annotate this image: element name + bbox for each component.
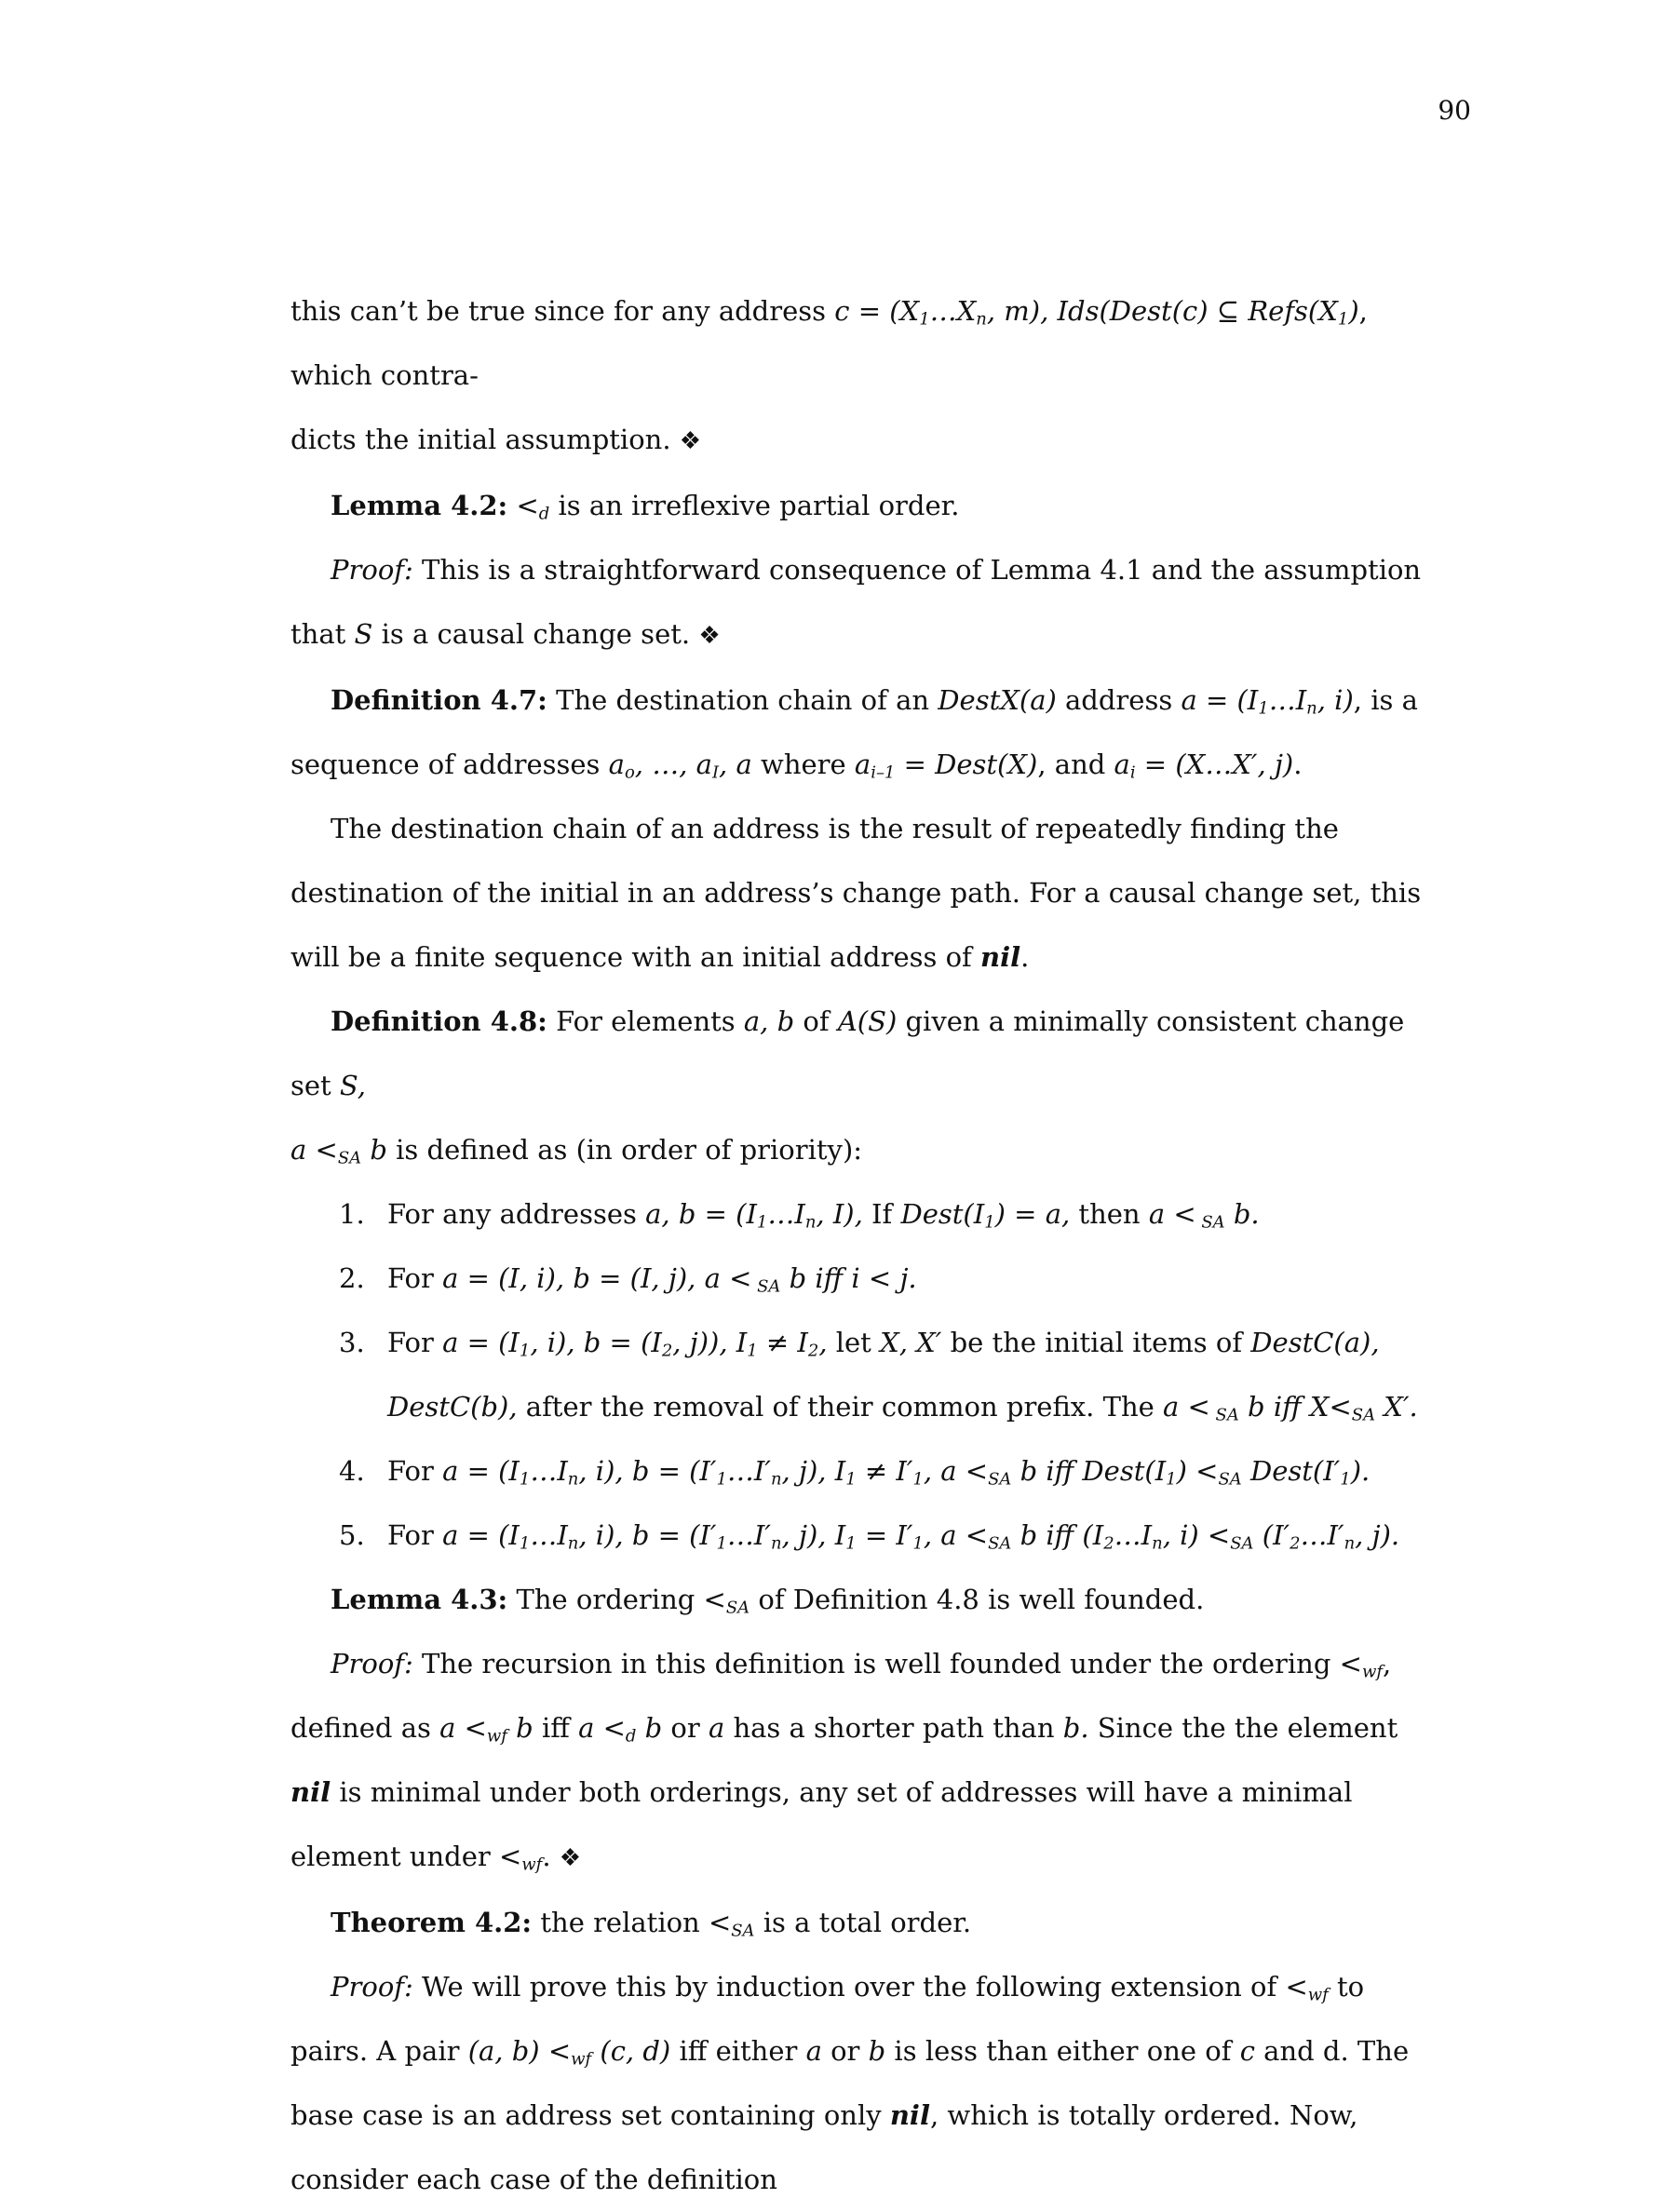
proof-lemma-4-3: Proof: The recursion in this definition is well founded under the ordering $<_{wf}$, defined as $a <_{wf}$ b iff $a <_d$ b or a has a shorter path than b. Since the the element nil is minimal under both orderings, any set of addresses will have a minimal element under $<_{wf}$. ❖ — [290, 1648, 1398, 1875]
qed-symbol: ❖ — [559, 1844, 582, 1872]
list-item: 3. For $a = (I_1$, i), $b = (I_2$, j)), $I_1 \ne I_2$, let X, X′ be the initial items of DestC(a), DestC(b), after the removal of their common prefix. The a < $_{SA}$ b iff $X<_{SA}$ X′. — [339, 1327, 1418, 1425]
definition-4-7: Definition 4.7: The destination chain of an DestX(a) address $a = (I_1\dots I_n$, i), is a sequence of addresses $a_o$, …, $a_I$, a where $a_{i-1}$ = Dest(X), and $a_i$ = (X…X′, j). — [290, 684, 1418, 783]
lemma-4-2: Lemma 4.2: $<_d$ is an irreflexive partial order. — [331, 490, 960, 524]
page-number: 90 — [1438, 95, 1471, 126]
qed-symbol: ❖ — [679, 427, 702, 455]
qed-symbol: ❖ — [698, 622, 721, 650]
ordering-rules-list — [290, 1182, 1426, 1568]
proof-theorem-4-2: Proof: We will prove this by induction over the following extension of $<_{wf}$ to pairs. A pair (a, $b) <_{wf}$ (c, d) iff either a or b is less than either one of c and d. The base case is an address set containing only nil, which is totally ordered. Now, consider each case of the definition — [290, 1971, 1410, 2195]
proof-lemma-4-2: Proof: This is a straightforward consequence of Lemma 4.1 and the assumption that S is a causal change set. ❖ — [290, 554, 1422, 650]
list-item: 1. For any addresses a, $b = (I_1\dots I_n$, I), If $Dest(I_1) = a$, then a < $_{SA}$ b. — [339, 1198, 1260, 1233]
lemma-4-3: Lemma 4.3: The ordering $<_{SA}$ of Definition 4.8 is well founded. — [331, 1584, 1205, 1618]
list-item: 2. For a = (I, i), b = (I, j), a < $_{SA}$ b iff i < j. — [339, 1262, 917, 1297]
theorem-4-2: Theorem 4.2: the relation $<_{SA}$ is a total order. — [331, 1907, 972, 1941]
paragraph-continuation: this can’t be true since for any address $c = (X_1\dots X_n$, m), Ids(Dest(c) ⊆ $Refs(X_1)$, which contra- dicts the initial assumption. ❖ — [290, 295, 1368, 455]
destination-chain-paragraph: The destination chain of an address is the result of repeatedly finding the destination of the initial in an address’s change path. For a causal change set, this will be a finite sequence with an initial address of nil. — [290, 813, 1422, 973]
definition-4-8: Definition 4.8: For elements a, b of A(S) given a minimally consistent change set S, $a <_{SA}$ b is defined as (in order of priority): — [290, 1005, 1405, 1168]
page-body — [290, 279, 1426, 2212]
list-item: 5. For $a = (I_1\dots I_n$, i), $b = (I'_1\dots I'_n$, j), $I_1 = I'_1$, $a <_{SA}$ b iff ($I_2\dots I_n$, $i) <_{SA}$ ($I'_2\dots I'_n$, j). — [339, 1519, 1400, 1554]
list-item: 4. For $a = (I_1\dots I_n$, i), $b = (I'_1\dots I'_n$, j), $I_1 \ne I'_1$, $a <_{SA}$ b iff $Dest(I_1) <_{SA}$ $Dest(I'_1)$. — [339, 1455, 1371, 1490]
